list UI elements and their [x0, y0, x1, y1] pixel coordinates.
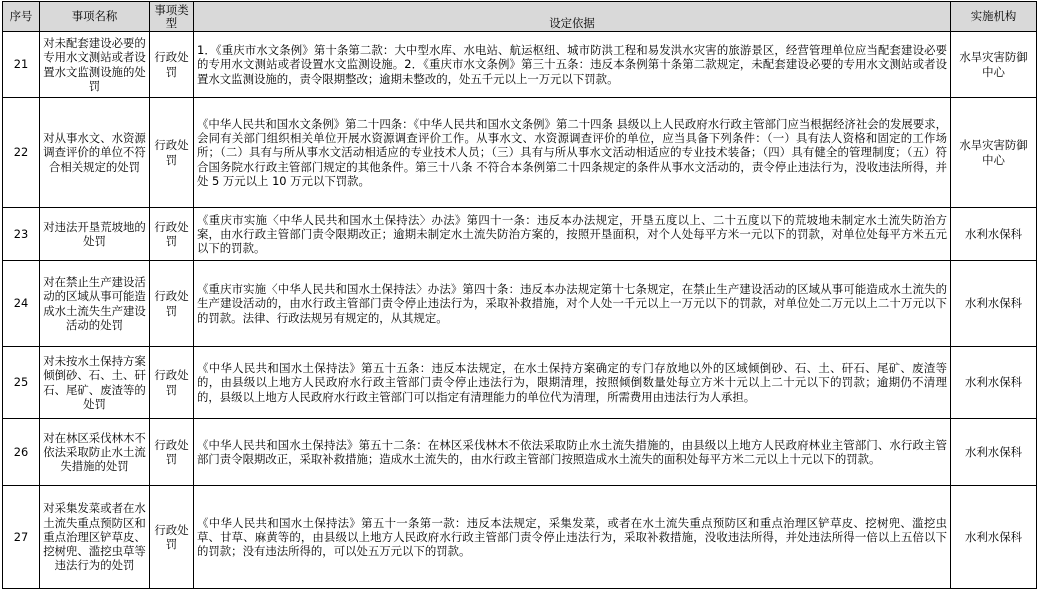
- row-type: 行政处罚: [150, 208, 194, 261]
- regulation-table: [2, 1, 1037, 589]
- table-header: [3, 2, 1037, 32]
- row-basis: 《中华人民共和国水土保持法》第五十一条第一款：违反本法规定，采集发菜，或者在水土流失重点预防区和重点治理区铲草皮、挖树兜、滥挖虫草、甘草、麻黄等的，由县级以上地方人民政府水行政主管部门责令停止违法行为，采取补救措施，没收违法所得，并处违法所得一倍以上五倍以下的罚款；没有违法所得的，可以处五万元以下的罚款。: [194, 486, 951, 589]
- row-name: 对在禁止生产建设活动的区域从事可能造成水土流失生产建设活动的处罚: [40, 261, 150, 347]
- row-agency: 水利水保科: [951, 419, 1037, 486]
- row-no: 24: [3, 261, 40, 347]
- row-type: 行政处罚: [150, 347, 194, 419]
- table-row: [3, 347, 1037, 419]
- row-basis: 《中华人民共和国水土保持法》第五十二条：在林区采伐林木不依法采取防止水土流失措施的，由县级以上地方人民政府林业主管部门、水行政主管部门责令限期改正，采取补救措施；造成水土流失的，由水行政主管部门按照造成水土流失的面积处每平方米二元以上十元以下的罚款。: [194, 419, 951, 486]
- table-row: [3, 98, 1037, 208]
- row-agency: 水利水保科: [951, 208, 1037, 261]
- row-no: 22: [3, 98, 40, 208]
- row-no: 21: [3, 32, 40, 98]
- table-row: [3, 486, 1037, 589]
- header-row: [3, 2, 1037, 32]
- row-name: 对未按水土保持方案倾倒砂、石、土、矸石、尾矿、废渣等的处罚: [40, 347, 150, 419]
- header-no: 序号: [3, 2, 40, 32]
- row-agency: 水旱灾害防御中心: [951, 32, 1037, 98]
- table-row: [3, 32, 1037, 98]
- row-agency: 水利水保科: [951, 486, 1037, 589]
- table-body: [3, 32, 1037, 589]
- header-basis: 设定依据: [194, 2, 951, 32]
- row-agency: 水旱灾害防御中心: [951, 98, 1037, 208]
- row-type: 行政处罚: [150, 32, 194, 98]
- row-basis: 1．《重庆市水文条例》第十条第二款：大中型水库、水电站、航运枢纽、城市防洪工程和易发洪水灾害的旅游景区，经营管理单位应当配套建设必要的专用水文测站或者设置水文监测设施。2．《重庆市水文条例》第三十五条：违反本条例第十条第二款规定，未配套建设必要的专用水文测站或者设置水文监测设施的，责令限期整改；逾期未整改的，处五千元以上一万元以下罚款。: [194, 32, 951, 98]
- row-agency: 水利水保科: [951, 261, 1037, 347]
- table-row: [3, 419, 1037, 486]
- row-name: 对采集发菜或者在水土流失重点预防区和重点治理区铲草皮、挖树兜、滥挖虫草等违法行为的处罚: [40, 486, 150, 589]
- row-basis: 《重庆市实施〈中华人民共和国水土保持法〉办法》第四十条：违反本办法规定第十七条规定，在禁止生产建设活动的区域从事可能造成水土流失的生产建设活动的，由水行政主管部门责令停止违法行为，采取补救措施，对个人处一千元以上一万元以下的罚款，对单位处二万元以上二十万元以下的罚款。法律、行政法规另有规定的，从其规定。: [194, 261, 951, 347]
- row-type: 行政处罚: [150, 419, 194, 486]
- row-no: 23: [3, 208, 40, 261]
- row-type: 行政处罚: [150, 486, 194, 589]
- header-type: 事项类型: [150, 2, 194, 32]
- row-type: 行政处罚: [150, 98, 194, 208]
- row-no: 26: [3, 419, 40, 486]
- row-name: 对从事水文、水资源调查评价的单位不符合相关规定的处罚: [40, 98, 150, 208]
- table-row: [3, 208, 1037, 261]
- row-type: 行政处罚: [150, 261, 194, 347]
- row-name: 对在林区采伐林木不依法采取防止水土流失措施的处罚: [40, 419, 150, 486]
- header-name: 事项名称: [40, 2, 150, 32]
- row-name: 对未配套建设必要的专用水文测站或者设置水文监测设施的处罚: [40, 32, 150, 98]
- row-basis: 《重庆市实施〈中华人民共和国水土保持法〉办法》第四十一条：违反本办法规定，开垦五度以上、二十五度以下的荒坡地未制定水土流失防治方案，由水行政主管部门责令限期改正；逾期未制定水土流失防治方案的，按照开垦面积，对个人处每平方米一元以下的罚款，对单位处每平方米五元以下的罚款。: [194, 208, 951, 261]
- row-name: 对违法开垦荒坡地的处罚: [40, 208, 150, 261]
- row-no: 27: [3, 486, 40, 589]
- row-no: 25: [3, 347, 40, 419]
- row-agency: 水利水保科: [951, 347, 1037, 419]
- row-basis: 《中华人民共和国水文条例》第二十四条：《中华人民共和国水文条例》第二十四条 县级以上人民政府水行政主管部门应当根据经济社会的发展要求，会同有关部门组织相关单位开展水资源调查评价工作。从事水文、水资源调查评价的单位，应当具备下列条件：（一）具有法人资格和固定的工作场所；（二）具有与所从事水文活动相适应的专业技术人员；（三）具有与所从事水文活动相适应的专业技术装备；（四）具有健全的管理制度；（五）符合国务院水行政主管部门规定的其他条件。第三十八条 不符合本条例第二十四条规定的条件从事水文活动的，责令停止违法行为，没收违法所得，并处 5 万元以上 10 万元以下罚款。: [194, 98, 951, 208]
- row-basis: 《中华人民共和国水土保持法》第五十五条：违反本法规定，在水土保持方案确定的专门存放地以外的区域倾倒砂、石、土、矸石、尾矿、废渣等的，由县级以上地方人民政府水行政主管部门责令停止违法行为，限期清理，按照倾倒数量处每立方米十元以上二十元以下的罚款；逾期仍不清理的，县级以上地方人民政府水行政主管部门可以指定有清理能力的单位代为清理，所需费用由违法行为人承担。: [194, 347, 951, 419]
- table-row: [3, 261, 1037, 347]
- header-agency: 实施机构: [951, 2, 1037, 32]
